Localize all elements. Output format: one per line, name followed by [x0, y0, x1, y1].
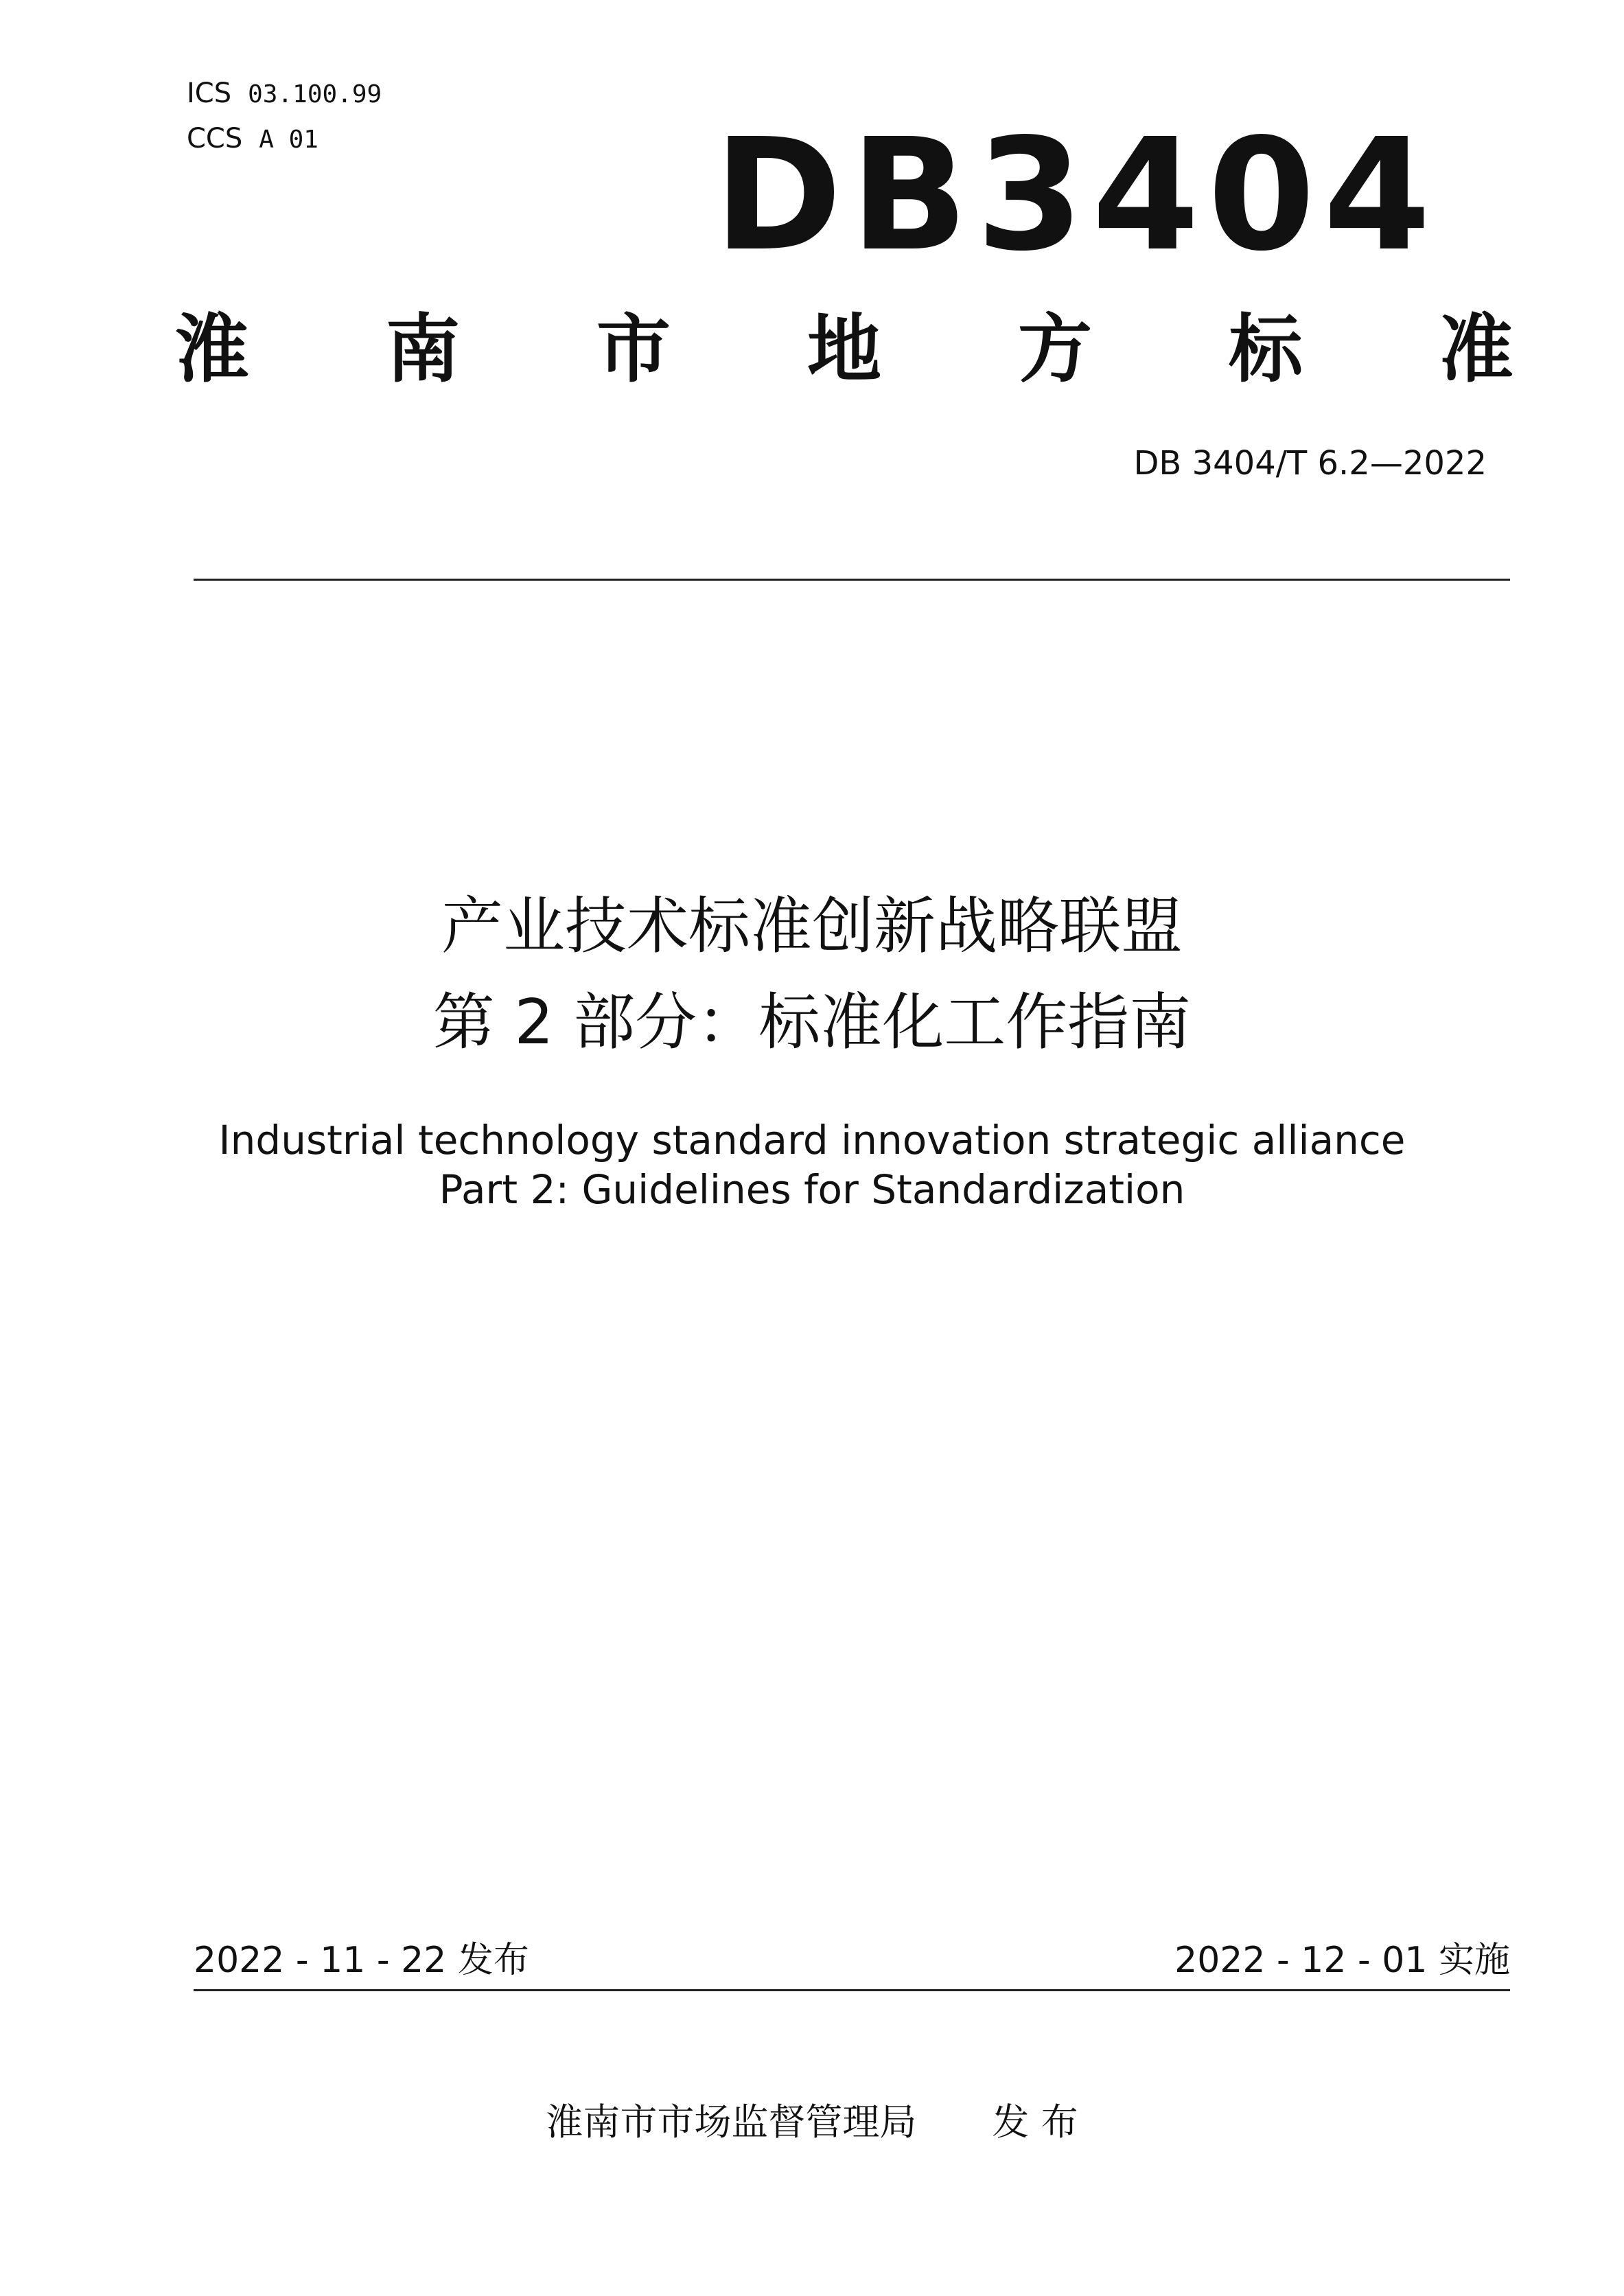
standard-type-char: 市	[596, 307, 671, 393]
implement-date: 2022 - 12 - 01 实施	[1174, 1940, 1510, 1981]
standard-type-char: 准	[1439, 307, 1513, 393]
bottom-divider	[194, 1989, 1510, 1991]
ics-value: 03.100.99	[248, 80, 382, 108]
issuer-line	[0, 2098, 1624, 2146]
standard-type-char: 地	[807, 307, 881, 393]
top-divider	[194, 579, 1510, 581]
standard-type-char: 南	[385, 307, 460, 393]
issuer-name: 淮南市市场监督管理局	[546, 2100, 917, 2144]
issuer-action: 发 布	[992, 2100, 1078, 2144]
standard-number: DB 3404/T 6.2—2022	[1133, 444, 1487, 483]
ics-code	[187, 77, 382, 111]
db-logo: DB3404	[714, 106, 1439, 286]
standard-type-char: 淮	[175, 307, 250, 393]
ccs-value: A 01	[259, 126, 318, 154]
en-title-line1: Industrial technology standard innovation strategic alliance	[218, 1117, 1406, 1163]
ics-label: ICS	[187, 78, 232, 109]
ccs-code	[187, 122, 318, 156]
standard-type-title	[175, 299, 1513, 402]
standard-type-char: 方	[1017, 307, 1092, 393]
cn-title-line2: 第 2 部分：标准化工作指南	[432, 986, 1192, 1058]
cn-title-line1: 产业技术标准创新战略联盟	[441, 890, 1183, 962]
ccs-label: CCS	[187, 123, 243, 154]
en-title-line2: Part 2: Guidelines for Standardization	[439, 1166, 1185, 1213]
standard-type-char: 标	[1228, 307, 1303, 393]
publish-date: 2022 - 11 - 22 发布	[194, 1940, 529, 1981]
